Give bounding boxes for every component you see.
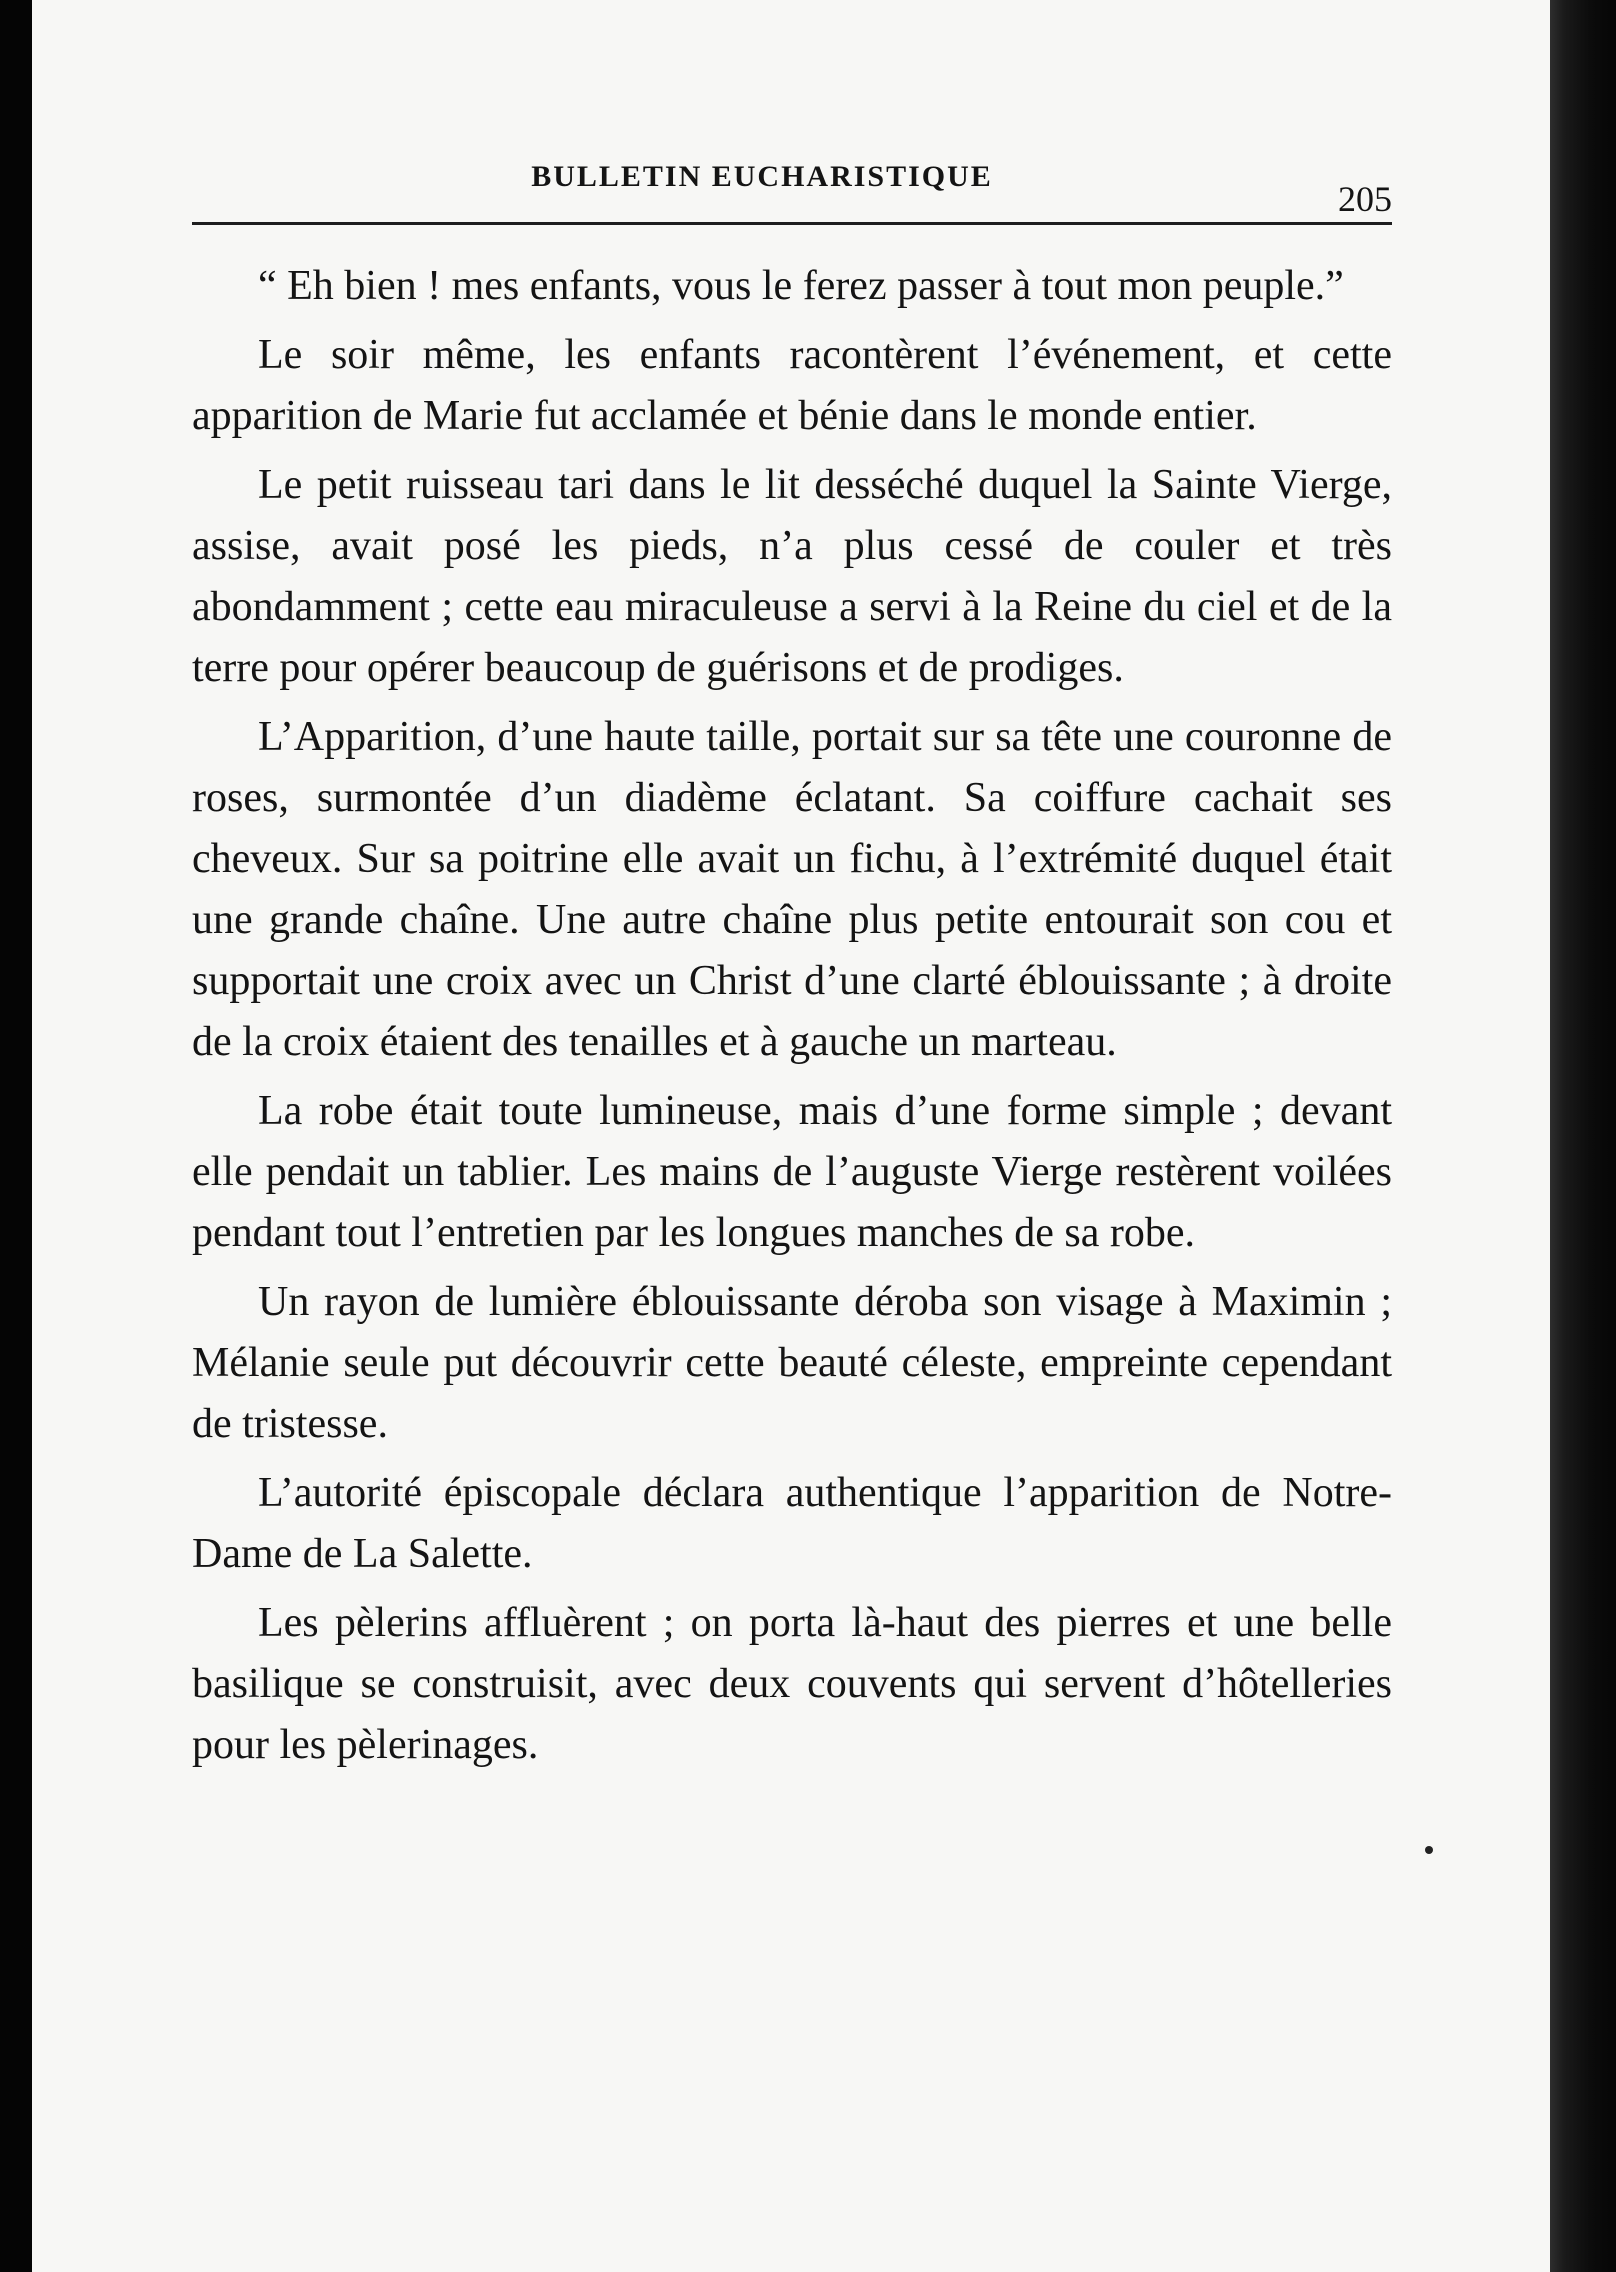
header-rule — [192, 222, 1392, 225]
paragraph: L’Apparition, d’une haute taille, portait sur sa tête une couronne de roses, surmontée d’un diadème éclatant. Sa coiffure cachait ses cheveux. Sur sa poitrine elle avait un fichu, à l’extrémité duquel était une grande chaîne. Une autre chaîne plus petite entourait son cou et supportait une croix avec un Christ d’une clarté éblouissante ; à droite de la croix étaient des tenailles et à gauche un marteau. — [192, 714, 1392, 1065]
running-title: BULLETIN EUCHARISTIQUE — [531, 160, 993, 193]
paragraph: Le petit ruisseau tari dans le lit desséché duquel la Sainte Vierge, assise, avait posé les pieds, n’a plus cessé de couler et très abondamment ; cette eau miraculeuse a servi à la Reine du ciel et de la terre pour opérer beaucoup de guérisons et de prodiges. — [192, 462, 1392, 691]
scan-right-border — [1550, 0, 1616, 2272]
paragraph: Les pèlerins affluèrent ; on porta là-haut des pierres et une belle basilique se construisit, avec deux couvents qui servent d’hôtelleries pour les pèlerinages. — [192, 1600, 1392, 1768]
paragraph: “ Eh bien ! mes enfants, vous le ferez passer à tout mon peuple.” — [258, 263, 1344, 309]
paragraph: Un rayon de lumière éblouissante déroba son visage à Maximin ; Mélanie seule put découvrir cette beauté céleste, empreinte cependant de tristesse. — [192, 1279, 1392, 1447]
ink-speck — [1425, 1846, 1433, 1854]
paragraph: Le soir même, les enfants racontèrent l’événement, et cette apparition de Marie fut acclamée et bénie dans le monde entier. — [192, 332, 1392, 439]
page-number: 205 — [1338, 179, 1392, 219]
scan-left-border — [0, 0, 32, 2272]
book-page — [32, 0, 1550, 2272]
page-content — [192, 150, 1392, 1784]
body-text — [192, 256, 1392, 1776]
paragraph: L’autorité épiscopale déclara authentique l’apparition de Notre-Dame de La Salette. — [192, 1470, 1392, 1577]
page-header — [192, 150, 1392, 220]
paragraph: La robe était toute lumineuse, mais d’une forme simple ; devant elle pendait un tablier. Les mains de l’auguste Vierge restèrent voilées pendant tout l’entretien par les longues manches de sa robe. — [192, 1088, 1392, 1256]
